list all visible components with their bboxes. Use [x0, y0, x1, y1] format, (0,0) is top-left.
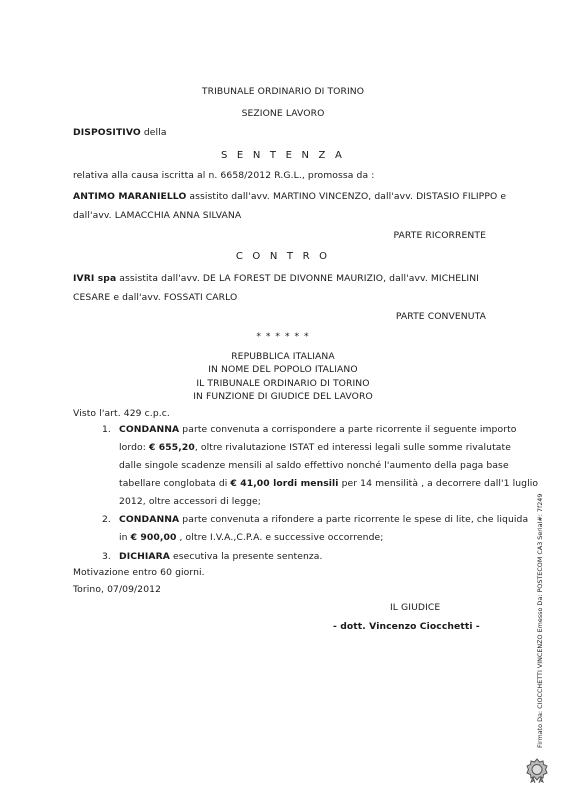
amount-41: € 41,00 lordi mensili [230, 478, 339, 489]
separator-stars: * * * * * * [256, 331, 310, 342]
republic-line-2: IN NOME DEL POPOLO ITALIANO [208, 364, 358, 375]
claimant-line-1 [73, 191, 506, 202]
republic-line-4: IN FUNZIONE DI GIUDICE DEL LAVORO [193, 391, 373, 402]
item-2-line-1 [119, 514, 528, 525]
visto-line: Visto l'art. 429 c.p.c. [73, 408, 170, 419]
judge-title: IL GIUDICE [390, 602, 441, 613]
item-1-line-2 [119, 442, 511, 453]
claimant-lawyers: assistito dall'avv. MARTINO VINCENZO, dall'avv. DISTASIO FILIPPO e [186, 191, 507, 202]
item-2-line-2 [119, 532, 383, 543]
item-1-line-1 [119, 424, 517, 435]
respondent-line-2: CESARE e dall'avv. FOSSATI CARLO [73, 292, 238, 303]
section-name: SEZIONE LAVORO [241, 108, 325, 119]
item-2-text: in [119, 532, 131, 543]
place-date: Torino, 07/09/2012 [73, 584, 162, 595]
dispositivo-line [73, 127, 167, 138]
item-1-text: per 14 mensilità , a decorrere dall'1 luglio [338, 478, 539, 489]
item-3-line-1 [119, 551, 323, 562]
item-2-number: 2. [102, 514, 111, 525]
case-line: relativa alla causa iscritta al n. 6658/2012 R.G.L., promossa da : [73, 170, 375, 181]
claimant-role: PARTE RICORRENTE [393, 230, 486, 241]
item-3-verb: DICHIARA [119, 551, 170, 562]
item-1-number: 1. [102, 424, 111, 435]
item-3-text: esecutiva la presente sentenza. [170, 551, 323, 562]
item-3-number: 3. [102, 551, 111, 562]
court-name: TRIBUNALE ORDINARIO DI TORINO [201, 86, 365, 97]
seal-icon [524, 757, 550, 783]
respondent-lawyers: assistita dall'avv. DE LA FOREST DE DIVONNE MAURIZIO, dall'avv. MICHELINI [116, 273, 479, 284]
item-1-line-3: dalle singole scadenze mensili al saldo effettivo nonché l'aumento della paga base [119, 460, 509, 471]
item-1-line-4 [119, 478, 538, 489]
judge-name: - dott. Vincenzo Ciocchetti - [333, 621, 480, 632]
item-2-text: parte convenuta a rifondere a parte ricorrente le spese di lite, che liquida [179, 514, 529, 525]
item-1-text: parte convenuta a corrispondere a parte ricorrente il seguente importo [179, 424, 517, 435]
item-2-text: , oltre I.V.A.,C.P.A. e successive occorrende; [176, 532, 384, 543]
amount-655: € 655,20 [148, 442, 195, 453]
item-1-text: lordo: [119, 442, 149, 453]
respondent-name: IVRI spa [73, 273, 117, 284]
item-2-verb: CONDANNA [119, 514, 180, 525]
respondent-line-1 [73, 273, 479, 284]
claimant-name: ANTIMO MARANIELLO [73, 191, 187, 202]
republic-line-1: REPUBBLICA ITALIANA [231, 351, 335, 362]
item-1-text: tabellare conglobata di [119, 478, 231, 489]
item-1-line-5: 2012, oltre accessori di legge; [119, 496, 261, 507]
dispositivo-rest: della [143, 127, 167, 138]
sentenza-title: S E N T E N Z A [221, 150, 345, 161]
item-1-verb: CONDANNA [119, 424, 180, 435]
contro-title: C O N T R O [235, 251, 331, 262]
digital-signature-text: Firmato Da: CIOCCHETTI VINCENZO Emesso Da: POSTECOM CA3 Serial#: 7f249 [536, 493, 544, 748]
republic-line-3: IL TRIBUNALE ORDINARIO DI TORINO [196, 378, 370, 389]
dispositivo-label: DISPOSITIVO [73, 127, 141, 138]
respondent-role: PARTE CONVENUTA [395, 311, 486, 322]
amount-900: € 900,00 [130, 532, 177, 543]
claimant-line-2: dall'avv. LAMACCHIA ANNA SILVANA [73, 210, 242, 221]
motivazione-line: Motivazione entro 60 giorni. [73, 567, 205, 578]
item-1-text: , oltre rivalutazione ISTAT ed interessi legali sulle somme rivalutate [194, 442, 511, 453]
